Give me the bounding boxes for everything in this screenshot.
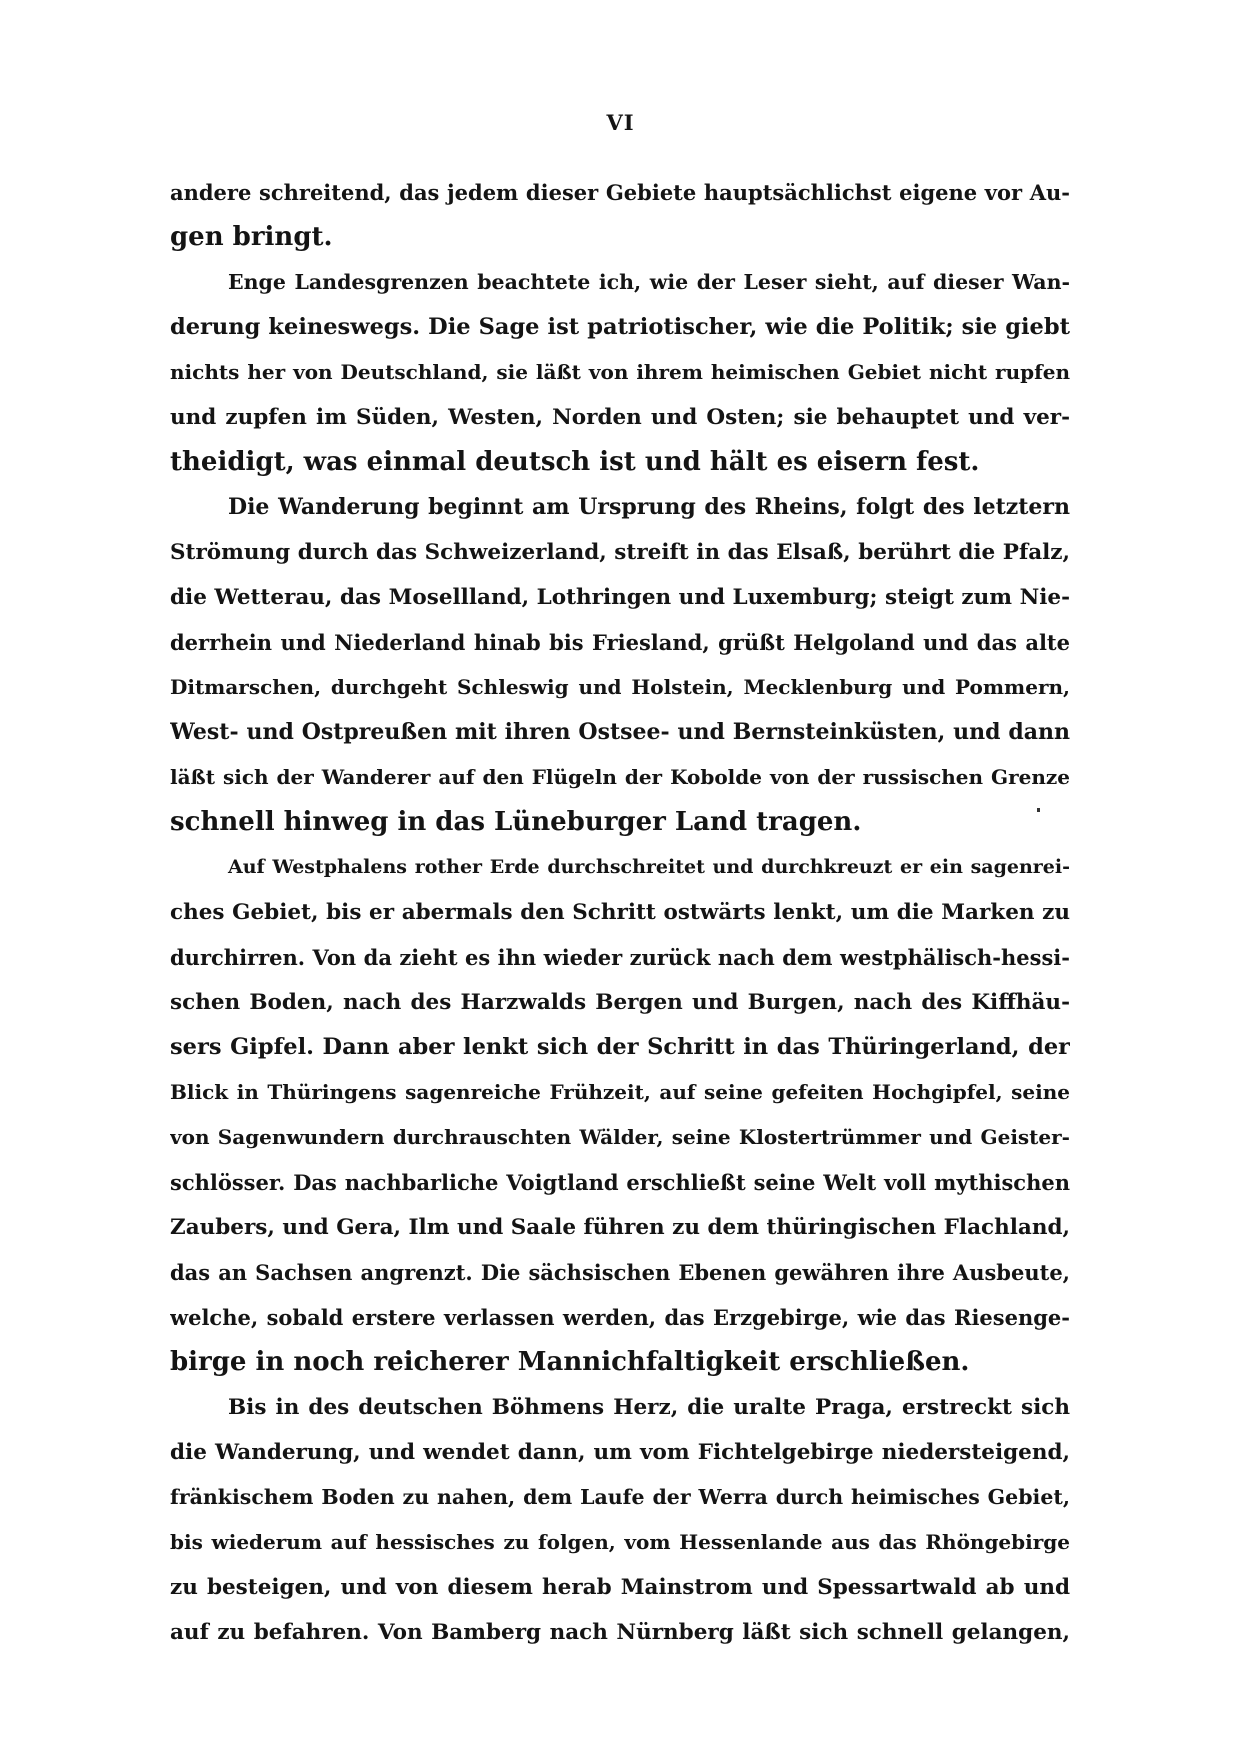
text-line: und zupfen im Süden, Westen, Norden und Osten; sie behauptet und ver- [170, 405, 1070, 430]
text-line: Blick in Thüringens sagenreiche Frühzeit, auf seine gefeiten Hochgipfel, seine [170, 1080, 1070, 1104]
text-line: schen Boden, nach des Harzwalds Bergen und Burgen, nach des Kiffhäu- [170, 990, 1070, 1015]
text-line: gen bringt. [170, 222, 333, 252]
text-line: bis wiederum auf hessisches zu folgen, vom Hessenlande aus das Rhöngebirge [170, 1530, 1070, 1554]
text-line: zu besteigen, und von diesem herab Mainstrom und Spessartwald ab und [170, 1575, 1070, 1600]
text-line: Die Wanderung beginnt am Ursprung des Rheins, folgt des letztern [228, 494, 1070, 520]
text-line: fränkischem Boden zu nahen, dem Laufe der Werra durch heimisches Gebiet, [170, 1485, 1070, 1509]
text-line: ches Gebiet, bis er abermals den Schritt ostwärts lenkt, um die Marken zu [170, 900, 1070, 925]
text-line: Zaubers, und Gera, Ilm und Saale führen zu dem thüringischen Flachland, [170, 1215, 1070, 1240]
text-line: die Wetterau, das Mosellland, Lothringen und Luxemburg; steigt zum Nie- [170, 585, 1070, 610]
text-line: von Sagenwundern durchrauschten Wälder, seine Klostertrümmer und Geister- [170, 1125, 1070, 1149]
text-line: Bis in des deutschen Böhmens Herz, die uralte Praga, erstreckt sich [228, 1395, 1070, 1420]
text-line: durchirren. Von da zieht es ihn wieder zurück nach dem westphälisch-hessi- [170, 945, 1070, 970]
text-line: die Wanderung, und wendet dann, um vom Fichtelgebirge niedersteigend, [170, 1440, 1070, 1465]
text-line: sers Gipfel. Dann aber lenkt sich der Schritt in das Thüringerland, der [170, 1034, 1070, 1060]
text-line: das an Sachsen angrenzt. Die sächsischen Ebenen gewähren ihre Ausbeute, [170, 1260, 1070, 1285]
text-line: birge in noch reicherer Mannichfaltigkeit erschließen. [170, 1347, 970, 1377]
text-line: theidigt, was einmal deutsch ist und hält es eisern fest. [170, 447, 980, 477]
text-line: schlösser. Das nachbarliche Voigtland erschließt seine Welt voll mythischen [170, 1170, 1070, 1195]
text-line: West- und Ostpreußen mit ihren Ostsee- und Bernsteinküsten, und dann [170, 719, 1070, 745]
text-line: Ditmarschen, durchgeht Schleswig und Holstein, Mecklenburg und Pommern, [170, 675, 1070, 699]
text-line: andere schreitend, das jedem dieser Gebiete hauptsächlichst eigene vor Au- [170, 180, 1070, 205]
text-line: Strömung durch das Schweizerland, streift in das Elsaß, berührt die Pfalz, [170, 540, 1070, 565]
text-line: Auf Westphalens rother Erde durchschreitet und durchkreuzt er ein sagenrei- [228, 856, 1070, 878]
body-text [170, 170, 1070, 1655]
text-line: derung keineswegs. Die Sage ist patriotischer, wie die Politik; sie giebt [170, 314, 1070, 340]
text-line: welche, sobald erstere verlassen werden, das Erzgebirge, wie das Riesenge- [170, 1305, 1070, 1330]
page-number: VI [606, 110, 635, 135]
text-line: auf zu befahren. Von Bamberg nach Nürnberg läßt sich schnell gelangen, [170, 1620, 1070, 1645]
text-line: Enge Landesgrenzen beachtete ich, wie der Leser sieht, auf dieser Wan- [228, 270, 1070, 294]
text-line: läßt sich der Wanderer auf den Flügeln der Kobolde von der russischen Grenze [170, 765, 1070, 789]
text-line: schnell hinweg in das Lüneburger Land tragen. [170, 807, 862, 837]
text-line: nichts her von Deutschland, sie läßt von ihrem heimischen Gebiet nicht rupfen [170, 360, 1070, 384]
ink-speck [1037, 808, 1040, 812]
text-line: derrhein und Niederland hinab bis Friesland, grüßt Helgoland und das alte [170, 630, 1070, 655]
